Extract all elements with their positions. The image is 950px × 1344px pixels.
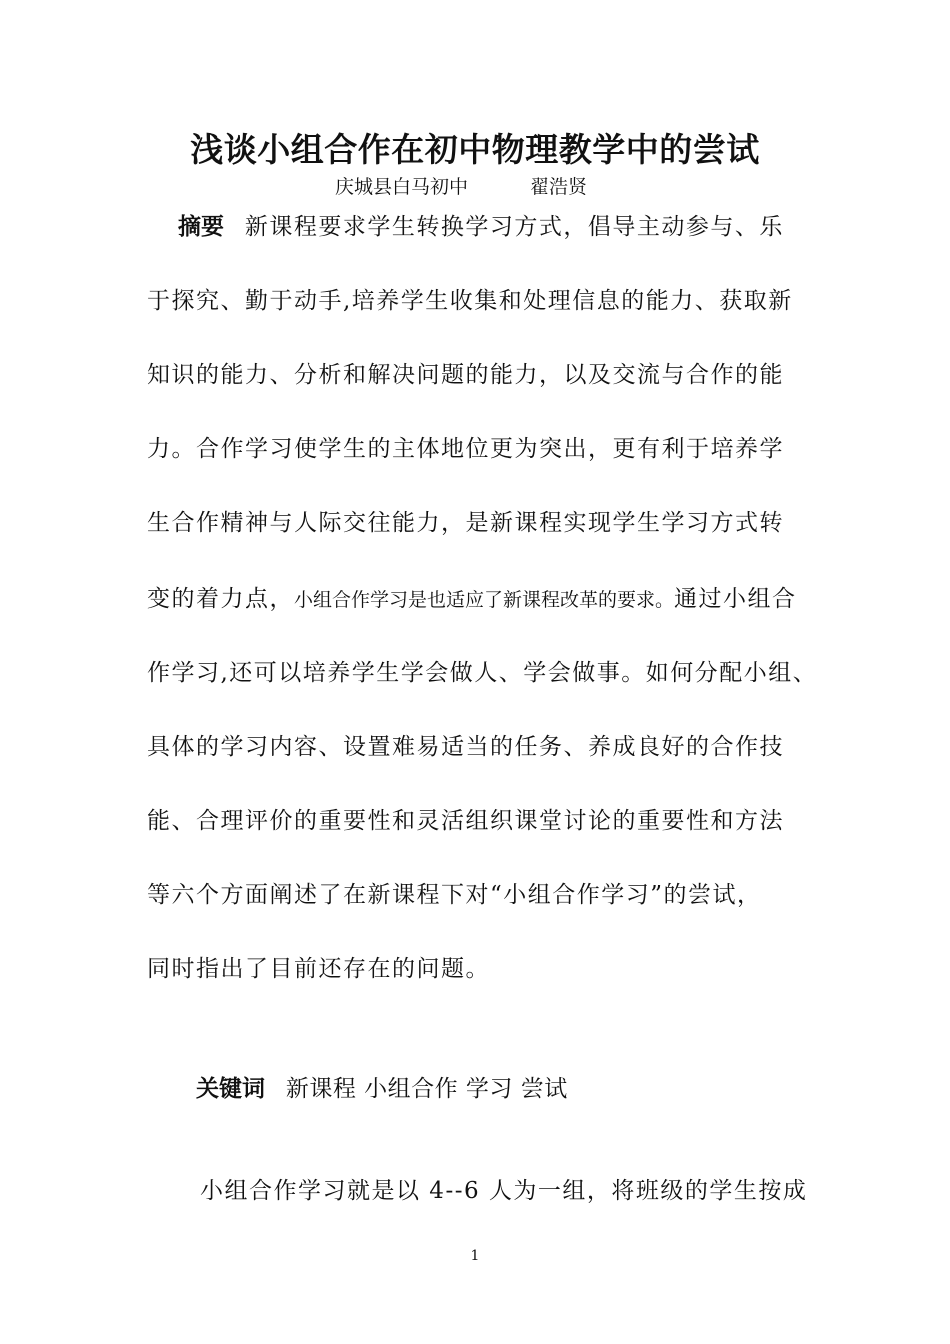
abstract-label: 摘要 bbox=[178, 214, 224, 240]
page-number: 1 bbox=[470, 1248, 480, 1264]
abstract-line bbox=[178, 211, 784, 243]
abstract-line: 知识的能力、分析和解决问题的能力，以及交流与合作的能 bbox=[147, 362, 784, 388]
abstract-line: 具体的学习内容、设置难易适当的任务、养成良好的合作技 bbox=[147, 734, 784, 760]
abstract-line: 于探究、勤于动手,培养学生收集和处理信息的能力、获取新 bbox=[147, 288, 793, 314]
byline bbox=[335, 174, 587, 200]
author-name: 翟浩贤 bbox=[530, 176, 588, 198]
school-name: 庆城县白马初中 bbox=[335, 176, 469, 198]
abstract-text: 新课程要求学生转换学习方式，倡导主动参与、乐 bbox=[244, 214, 784, 240]
keywords-text: 新课程 小组合作 学习 尝试 bbox=[285, 1076, 568, 1102]
abstract-text: 通过小组合 bbox=[674, 586, 797, 612]
abstract-line: 能、合理评价的重要性和灵活组织课堂讨论的重要性和方法 bbox=[147, 808, 784, 834]
abstract-line: 作学习,还可以培养学生学会做人、学会做事。如何分配小组、 bbox=[147, 660, 818, 686]
abstract-line: 同时指出了目前还存在的问题。 bbox=[147, 956, 490, 982]
abstract-line: 力。合作学习使学生的主体地位更为突出，更有利于培养学 bbox=[147, 436, 784, 462]
abstract-line: 生合作精神与人际交往能力，是新课程实现学生学习方式转 bbox=[147, 510, 784, 536]
abstract-line bbox=[147, 583, 797, 616]
body-paragraph-line: 小组合作学习就是以 4--6 人为一组，将班级的学生按成 bbox=[200, 1178, 808, 1204]
abstract-text-small: 小组合作学习是也适应了新课程改革的要求。 bbox=[294, 589, 675, 611]
keywords-label: 关键词 bbox=[196, 1076, 265, 1102]
keywords-line bbox=[196, 1073, 568, 1105]
abstract-text: 变的着力点， bbox=[147, 586, 294, 612]
document-title: 浅谈小组合作在初中物理教学中的尝试 bbox=[190, 130, 760, 169]
abstract-line: 等六个方面阐述了在新课程下对“小组合作学习”的尝试， bbox=[147, 882, 762, 908]
